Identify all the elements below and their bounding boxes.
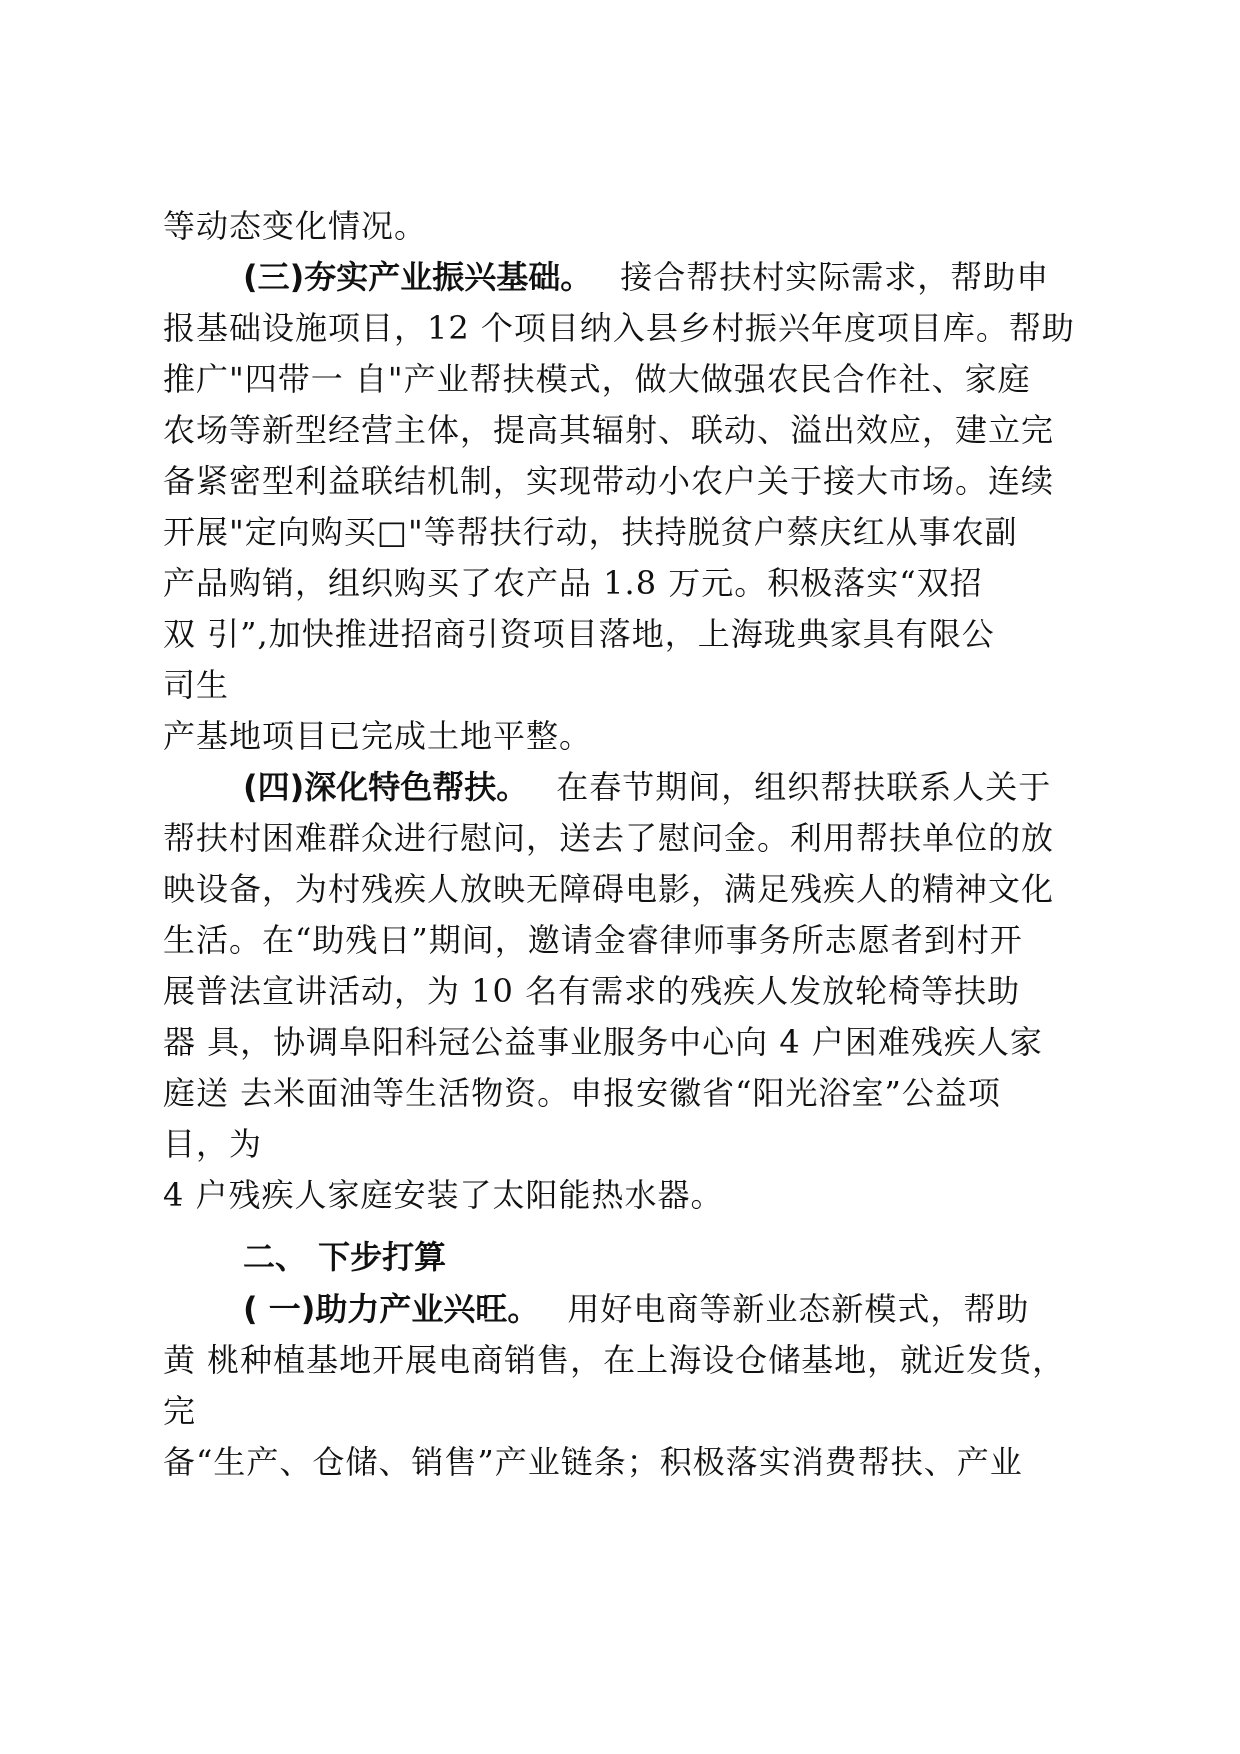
subheading-one: ( 一)助力产业兴旺。: [243, 1290, 540, 1328]
paragraph-line: 帮扶村困难群众进行慰问，送去了慰问金。利用帮扶单位的放: [163, 819, 1055, 857]
paragraph-line: 农场等新型经营主体，提高其辐射、联动、溢出效应，建立完: [163, 411, 1055, 449]
paragraph-line: 产基地项目已完成土地平整。: [163, 717, 593, 755]
section-heading-next-steps: 二、 下步打算: [243, 1238, 447, 1276]
paragraph-line: 完: [163, 1392, 197, 1430]
paragraph-line: 庭送 去米面油等生活物资。申报安徽省“阳光浴室”公益项: [163, 1074, 1001, 1112]
paragraph-line: 司生: [163, 666, 230, 704]
paragraph-line: 黄 桃种植基地开展电商销售，在上海设仓储基地，就近发货，: [163, 1341, 1066, 1379]
paragraph-text: 在春节期间，组织帮扶联系人关于: [556, 768, 1052, 806]
paragraph-line: [243, 1289, 1029, 1329]
paragraph-text: 接合帮扶村实际需求，帮助申: [620, 258, 1050, 296]
paragraph-line: 双 引”,加快推进招商引资项目落地，上海珑典家具有限公: [163, 615, 995, 653]
paragraph-line: 4 户残疾人家庭安装了太阳能热水器。: [163, 1176, 724, 1214]
subheading-three: (三)夯实产业振兴基础。: [243, 258, 593, 296]
paragraph-line: 备“生产、仓储、销售”产业链条；积极落实消费帮扶、产业: [163, 1443, 1023, 1481]
paragraph-line: [243, 257, 1049, 297]
paragraph-text: 用好电商等新业态新模式，帮助: [567, 1290, 1030, 1328]
paragraph-line: 目，为: [163, 1125, 263, 1163]
paragraph-line: 开展"定向购买□"等帮扶行动，扶持脱贫户蔡庆红从事农副: [163, 513, 1018, 551]
paragraph-line: 映设备，为村残疾人放映无障碍电影，满足残疾人的精神文化: [163, 870, 1055, 908]
paragraph-line: 器 具，协调阜阳科冠公益事业服务中心向 4 户困难残疾人家: [163, 1023, 1043, 1061]
paragraph-line: 生活。在“助残日”期间，邀请金睿律师事务所志愿者到村开: [163, 921, 1023, 959]
paragraph-line: 展普法宣讲活动，为 10 名有需求的残疾人发放轮椅等扶助: [163, 972, 1021, 1010]
paragraph-line: 等动态变化情况。: [163, 207, 428, 245]
paragraph-line: 产品购销，组织购买了农产品 1.8 万元。积极落实“双招: [163, 564, 983, 602]
paragraph-line: 备紧密型利益联结机制，实现带动小农户关于接大市场。连续: [163, 462, 1055, 500]
paragraph-line: 推广"四带一 自"产业帮扶模式，做大做强农民合作社、家庭: [163, 360, 1031, 398]
paragraph-line: [243, 767, 1051, 807]
paragraph-line: 报基础设施项目，12 个项目纳入县乡村振兴年度项目库。帮助: [163, 309, 1075, 347]
subheading-four: (四)深化特色帮扶。: [243, 768, 529, 806]
